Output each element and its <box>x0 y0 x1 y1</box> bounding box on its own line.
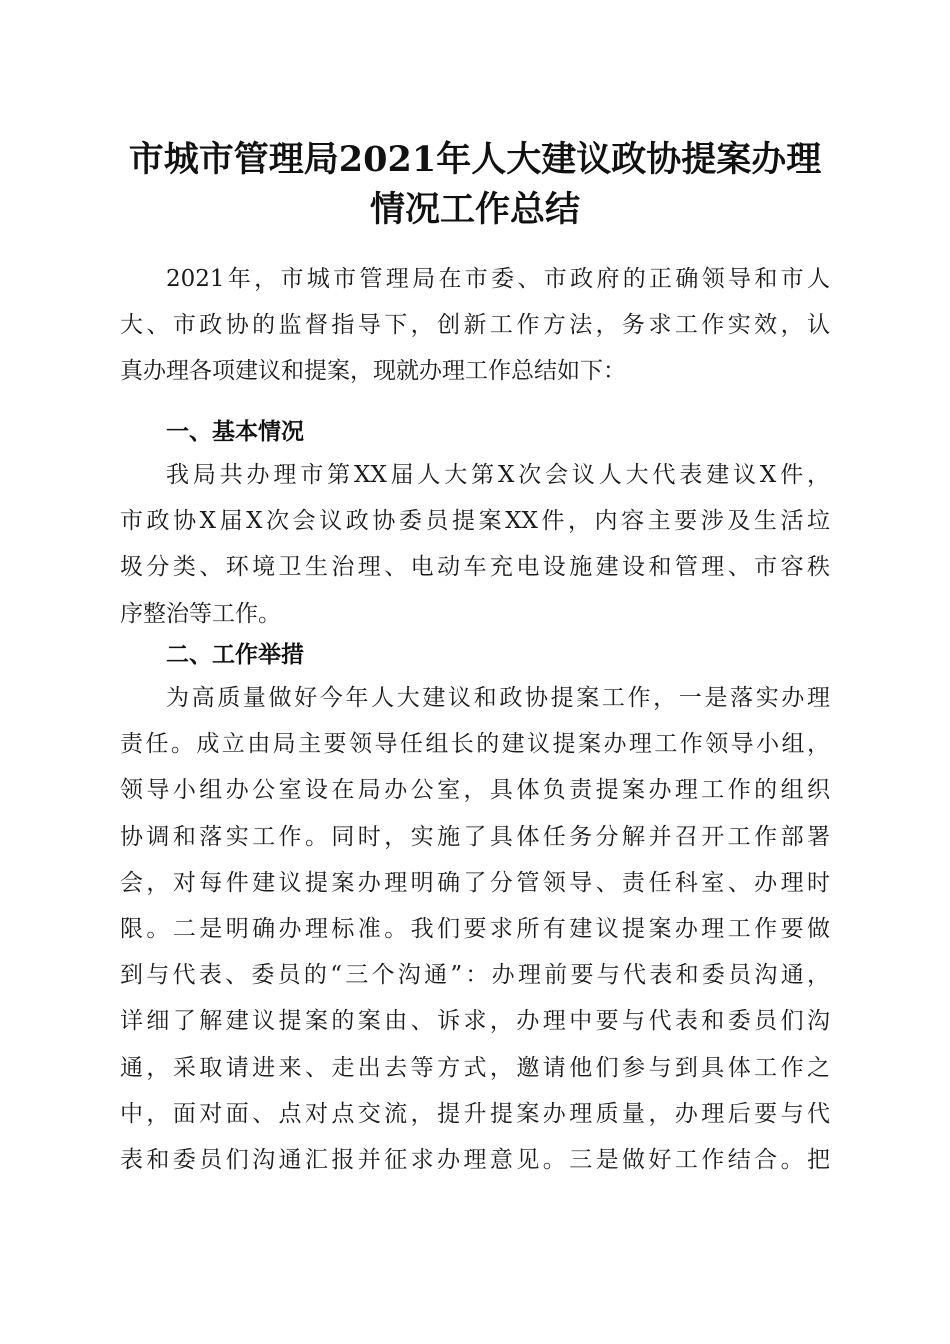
paragraph-line: 序整治等工作。 <box>120 600 281 627</box>
paragraph-line: 协调和落实工作。同时，实施了具体任务分解并召开工作部署 <box>120 823 830 850</box>
paragraph-line: 我局共办理市第XX届人大第X次会议人大代表建议X件， <box>166 462 830 488</box>
section1-paragraph <box>120 452 830 637</box>
section-heading-work-measures: 二、工作举措 <box>166 642 304 668</box>
intro-paragraph <box>120 256 830 395</box>
paragraph-line: 通，采取请进来、走出去等方式，邀请他们参与到具体工作之 <box>120 1054 830 1081</box>
paragraph-line: 真办理各项建议和提案，现就办理工作总结如下： <box>120 358 626 385</box>
section-heading-basic-situation: 一、基本情况 <box>166 419 304 445</box>
document-title-line-1: 市城市管理局2021年人大建议政协提案办理 <box>128 139 822 180</box>
paragraph-line: 市政协X届X次会议政协委员提案XX件，内容主要涉及生活垃 <box>120 508 830 535</box>
document-title-line-2: 情况工作总结 <box>369 189 580 230</box>
paragraph-line: 表和委员们沟通汇报并征求办理意见。三是做好工作结合。把 <box>120 1147 830 1174</box>
paragraph-line: 中，面对面、点对点交流，提升提案办理质量，办理后要与代 <box>120 1100 830 1127</box>
paragraph-line: 到与代表、委员的“三个沟通”：办理前要与代表和委员沟通， <box>120 962 830 989</box>
paragraph-line: 2021年，市城市管理局在市委、市政府的正确领导和市人 <box>166 266 830 292</box>
paragraph-line: 大、市政协的监督指导下，创新工作方法，务求工作实效，认 <box>120 312 830 339</box>
paragraph-line: 责任。成立由局主要领导任组长的建议提案办理工作领导小组， <box>120 731 830 758</box>
section2-paragraph <box>120 675 830 1183</box>
paragraph-line: 限。二是明确办理标准。我们要求所有建议提案办理工作要做 <box>120 916 830 943</box>
paragraph-line: 为高质量做好今年人大建议和政协提案工作，一是落实办理 <box>166 685 830 711</box>
paragraph-line: 详细了解建议提案的案由、诉求，办理中要与代表和委员们沟 <box>120 1008 830 1035</box>
paragraph-line: 会，对每件建议提案办理明确了分管领导、责任科室、办理时 <box>120 869 830 896</box>
paragraph-line: 圾分类、环境卫生治理、电动车充电设施建设和管理、市容秩 <box>120 554 830 581</box>
paragraph-line: 领导小组办公室设在局办公室，具体负责提案办理工作的组织 <box>120 777 830 804</box>
